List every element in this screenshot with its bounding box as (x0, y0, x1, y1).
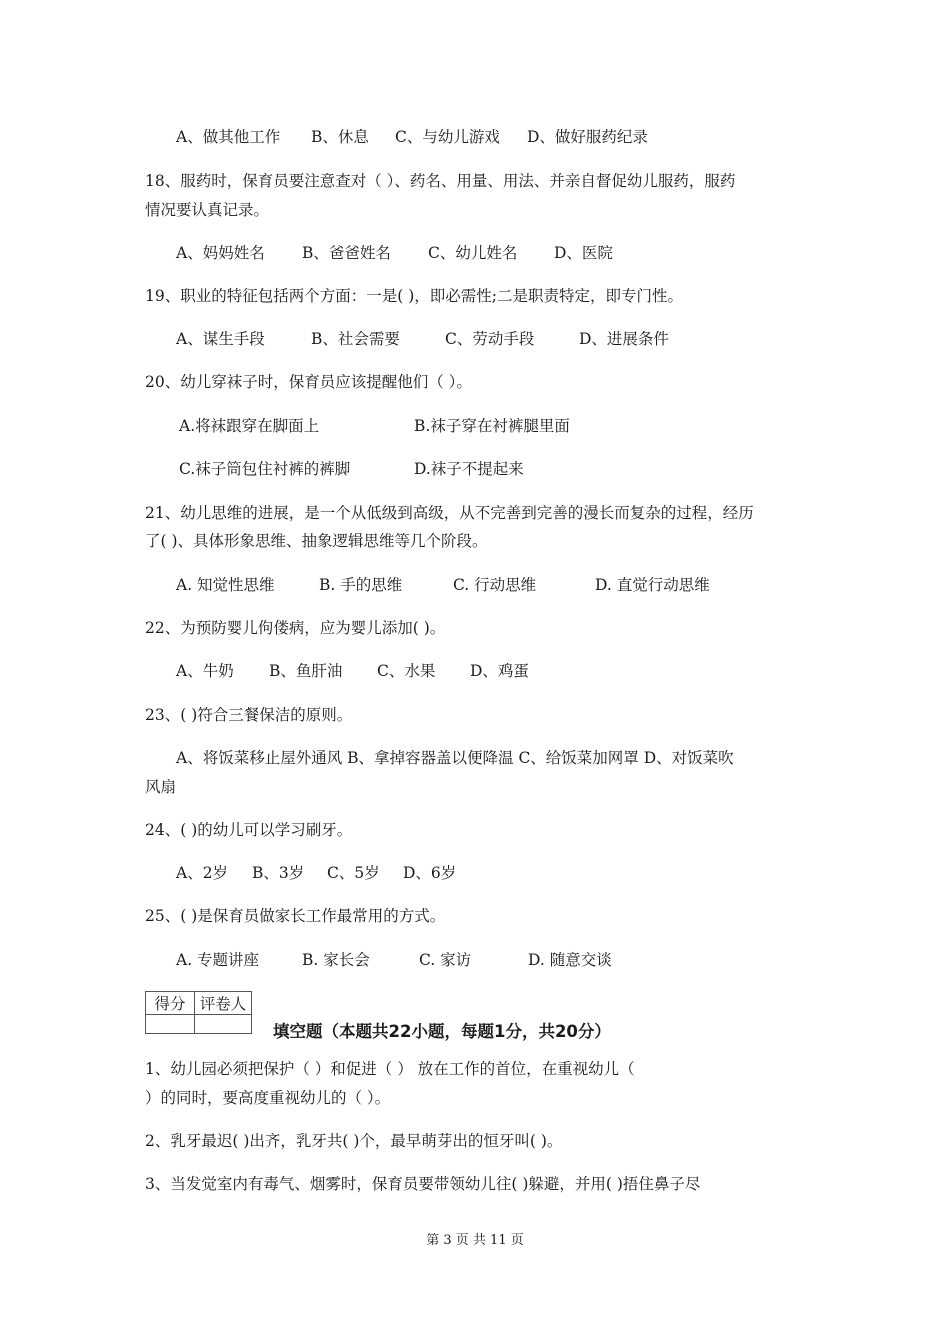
q22-option-a: A、牛奶 (176, 662, 234, 680)
q18-option-b: B、爸爸姓名 (302, 244, 391, 262)
q24-option-d: D、6岁 (403, 864, 457, 882)
q22-option-d: D、鸡蛋 (470, 662, 529, 680)
q22-option-b: B、鱼肝油 (269, 662, 343, 680)
q22-question: 22、为预防婴儿佝偻病，应为婴儿添加( )。 (145, 619, 446, 637)
q19-option-c: C、劳动手段 (445, 330, 535, 348)
q25-option-b: B. 家长会 (302, 951, 370, 969)
q25-option-a: A. 专题讲座 (176, 951, 260, 969)
score-cell (146, 1015, 195, 1034)
q18-question-line2: 情况要认真记录。 (145, 201, 270, 219)
q18-option-d: D、医院 (554, 244, 613, 262)
q19-option-b: B、社会需要 (311, 330, 400, 348)
q24-option-c: C、5岁 (327, 864, 380, 882)
q20-option-b: B.袜子穿在衬裤腿里面 (414, 417, 570, 435)
q20-option-d: D.袜子不提起来 (414, 460, 524, 478)
q21-option-a: A. 知觉性思维 (176, 576, 275, 594)
q17-option-c: C、与幼儿游戏 (395, 128, 500, 146)
q19-option-d: D、进展条件 (579, 330, 669, 348)
grader-header: 评卷人 (195, 992, 252, 1015)
page-footer: 第 3 页 共 11 页 (426, 1233, 524, 1248)
q19-option-a: A、谋生手段 (176, 330, 265, 348)
q21-option-d: D. 直觉行动思维 (595, 576, 710, 594)
q17-option-a: A、做其他工作 (176, 128, 281, 146)
q24-option-b: B、3岁 (252, 864, 305, 882)
q25-option-d: D. 随意交谈 (528, 951, 612, 969)
score-table (145, 991, 252, 1034)
q24-option-a: A、2岁 (176, 864, 229, 882)
q21-question-line1: 21、幼儿思维的进展，是一个从低级到高级，从不完善到完善的漫长而复杂的过程，经历 (145, 504, 754, 522)
q18-option-c: C、幼儿姓名 (428, 244, 518, 262)
q18-option-a: A、妈妈姓名 (176, 244, 265, 262)
q18-question-line1: 18、服药时，保育员要注意查对（ ）、药名、用量、用法、并亲自督促幼儿服药，服药 (145, 172, 736, 190)
q23-options: A、将饭菜移止屋外通风 B、拿掉容器盖以便降温 C、给饭菜加网罩 D、对饭菜吹 (176, 749, 734, 767)
fill1-question-line1: 1、幼儿园必须把保护（ ）和促进（ ） 放在工作的首位，在重视幼儿（ (145, 1060, 635, 1078)
q25-option-c: C. 家访 (419, 951, 472, 969)
grader-cell (195, 1015, 252, 1034)
q21-option-b: B. 手的思维 (319, 576, 403, 594)
q19-question: 19、职业的特征包括两个方面：一是( )，即必需性;二是职责特定，即专门性。 (145, 287, 683, 305)
q20-option-c: C.袜子筒包住衬裤的裤脚 (179, 460, 351, 478)
q22-option-c: C、水果 (377, 662, 436, 680)
score-header: 得分 (146, 992, 195, 1015)
q24-question: 24、( )的幼儿可以学习刷牙。 (145, 821, 353, 839)
fill3-question: 3、当发觉室内有毒气、烟雾时，保育员要带领幼儿往( )躲避，并用( )捂住鼻子尽 (145, 1175, 701, 1193)
q17-option-b: B、休息 (311, 128, 369, 146)
q23-question: 23、( )符合三餐保洁的原则。 (145, 706, 353, 724)
fill1-question-line2: ）的同时，要高度重视幼儿的（ ）。 (145, 1089, 391, 1107)
q25-question: 25、( )是保育员做家长工作最常用的方式。 (145, 907, 446, 925)
fill2-question: 2、乳牙最迟( )出齐，乳牙共( )个，最早萌芽出的恒牙叫( )。 (145, 1132, 563, 1150)
q21-option-c: C. 行动思维 (453, 576, 537, 594)
q21-question-line2: 了( )、具体形象思维、抽象逻辑思维等几个阶段。 (145, 532, 488, 550)
q20-question: 20、幼儿穿袜子时，保育员应该提醒他们（ ）。 (145, 373, 472, 391)
q17-option-d: D、做好服药纪录 (527, 128, 648, 146)
q20-option-a: A.将袜跟穿在脚面上 (179, 417, 320, 435)
q23-options-wrap: 风扇 (145, 778, 177, 796)
section-title: 填空题（本题共22小题，每题1分，共20分） (273, 1022, 611, 1041)
